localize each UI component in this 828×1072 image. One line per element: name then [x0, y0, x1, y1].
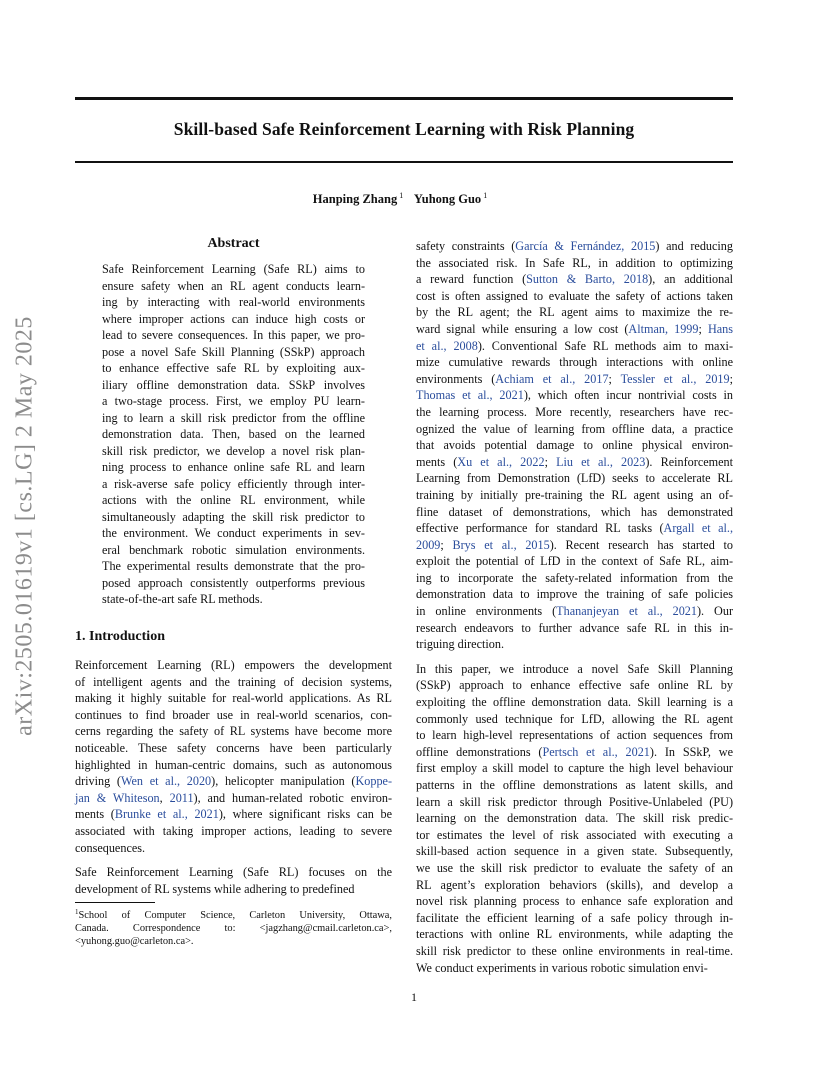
- citation-link[interactable]: Thananjeyan et al., 2021: [556, 604, 697, 619]
- text-line: ments (Xu et al., 2022; Liu et al., 2023). Reinforcement: [416, 454, 734, 469]
- text-line: that avoids potential damage to online physical environ-: [416, 438, 733, 453]
- text-line: exploiting the offline demonstration data. Skill learning is a: [416, 695, 733, 710]
- text-line: Safe Reinforcement Learning (Safe RL) focuses on the: [75, 865, 392, 880]
- text-line: a two-stage process. First, we employ PU learn-: [102, 394, 365, 408]
- text-line: patterns in the offline demonstrations as latent skills, and: [416, 778, 733, 792]
- text-line: posed approach consistently outperforms previous: [102, 575, 365, 590]
- citation-link[interactable]: 2011: [169, 790, 194, 805]
- text-line: facilitate the efficient learning of a safe policy through in-: [416, 910, 733, 925]
- text-line: iliary offline demonstration data. SSkP involves: [102, 377, 365, 392]
- text-line: in online environments (Thananjeyan et al., 2021). Our: [416, 604, 734, 619]
- text-line: by the RL agent; the RL agent aims to maximize the re-: [416, 305, 733, 320]
- text-line: exploit the potential of LfD in the context of Safe RL, aim-: [416, 554, 733, 569]
- text-line: consequences.: [75, 840, 146, 855]
- abstract-body: [102, 261, 365, 608]
- text-line: a reward function (Sutton & Barto, 2018), an additional: [416, 272, 733, 287]
- text-line: to learn high-level representations of action sequences from: [416, 728, 733, 743]
- text-line: ognized the value of learning from offline data, a practice: [416, 421, 733, 436]
- text-line: actions with the online RL environment, while: [102, 493, 365, 507]
- citation-link[interactable]: Liu et al., 2023: [556, 454, 646, 469]
- text-line: where improper actions can induce high costs or: [102, 311, 365, 326]
- text-line: jan & Whiteson, 2011), and human-related robotic environ-: [75, 790, 393, 805]
- text-line: learn a skill risk predictor through Positive-Unlabeled (PU): [416, 794, 733, 809]
- citation-link[interactable]: Brys et al., 2015: [452, 537, 550, 552]
- text-line: fline dataset of demonstrations, which has demonstrated: [416, 504, 733, 519]
- text-line: Reinforcement Learning (RL) empowers the development: [75, 658, 392, 672]
- text-line: environments (Achiam et al., 2017; Tessler et al., 2019;: [416, 371, 734, 386]
- text-line: tor estimates the level of risk associated with executing a: [416, 827, 733, 842]
- right-column: [416, 238, 733, 984]
- citation-link[interactable]: Hans: [707, 321, 734, 336]
- text-line: eral benchmark robotic simulation environments.: [102, 542, 365, 557]
- text-line: $^1$School of Computer Science, Carleton University, Ottawa,: [75, 908, 392, 921]
- text-line: ments (Brunke et al., 2021), where significant risks can be: [75, 807, 393, 822]
- text-line: et al., 2008). Conventional Safe RL methods aim to maxi-: [416, 338, 733, 353]
- text-line: effective performance for standard RL tasks (Argall et al.,: [416, 521, 733, 536]
- text-line: Safe Reinforcement Learning (Safe RL) aims to: [102, 262, 365, 276]
- citation-link[interactable]: Sutton & Barto, 2018: [526, 272, 649, 287]
- text-line: teractions with online RL environments, while adapting the: [416, 927, 733, 942]
- text-line: of intelligent agents and the training of decision systems,: [75, 674, 392, 689]
- text-line: offline demonstrations (Pertsch et al., 2021). In SSkP, we: [416, 744, 733, 759]
- text-line: learning on the demonstration data. The skill risk predic-: [416, 811, 733, 826]
- text-line: We conduct experiments in various robotic simulation envi-: [416, 960, 708, 975]
- text-line: Thomas et al., 2021), which often incur nontrivial costs in: [416, 388, 733, 403]
- text-line: noticeable. These safety concerns have been particularly: [75, 740, 392, 755]
- text-line: cost is often assigned to evaluate the safety of actions taken: [416, 288, 733, 303]
- text-line: ward signal while ensuring a low cost (Altman, 1999; Hans: [416, 321, 734, 336]
- text-line: continues to find broader use in real-world scenarios, con-: [75, 707, 392, 722]
- author-name: Yuhong Guo: [413, 192, 482, 206]
- text-line: <yuhong.guo@carleton.ca>.: [75, 936, 194, 947]
- title-top-rule: [75, 97, 733, 100]
- section-heading-introduction: 1. Introduction: [75, 629, 165, 644]
- abstract-heading: Abstract: [207, 236, 260, 251]
- title-bottom-rule: [75, 161, 733, 163]
- text-line: skill risk predictor to these online environments in real-time.: [416, 943, 733, 958]
- author-affiliation-mark: 1: [399, 191, 404, 200]
- text-line: In this paper, we introduce a novel Safe Skill Planning: [416, 661, 733, 676]
- footnote: [75, 906, 392, 948]
- intro-paragraph: [416, 661, 733, 976]
- text-line: RL agent’s exploration behaviors (skills), and develop a: [416, 877, 733, 892]
- text-line: first employ a skill model to capture the high level behaviour: [416, 761, 733, 776]
- text-line: research endeavors to further advance safe RL in this in-: [416, 620, 733, 635]
- text-line: 2009; Brys et al., 2015). Recent research has started to: [416, 537, 733, 552]
- page-number: 1: [411, 990, 417, 1004]
- paper-title: Skill-based Safe Reinforcement Learning with Risk Planning: [173, 119, 635, 139]
- text-line: development of RL systems while adhering to predefined: [75, 881, 355, 896]
- text-line: to enhance effective safe RL by exploiting aux-: [102, 361, 365, 375]
- text-line: triguing direction.: [416, 637, 505, 652]
- text-line: the associated risk. In Safe RL, in addition to optimizing: [416, 255, 733, 270]
- text-line: ing to incorporate the safety-related information from the: [416, 570, 733, 585]
- text-line: driving (Wen et al., 2020), helicopter manipulation (Koppe-: [75, 774, 393, 789]
- text-line: a risk-averse safe policy efficiently through inter-: [102, 476, 365, 491]
- intro-paragraph: [75, 864, 392, 897]
- citation-link[interactable]: Wen et al., 2020: [120, 774, 212, 789]
- text-line: simultaneously adapting the skill risk predictor to: [102, 509, 365, 524]
- text-line: skill risk predictor, we develop a novel risk plan-: [102, 443, 365, 458]
- text-line: (SSkP) approach to enhance effective safe online RL by: [416, 678, 733, 693]
- intro-paragraph: [75, 657, 392, 856]
- text-line: we use the skill risk predictor to evaluate the safety of an: [416, 860, 733, 875]
- text-line: making it highly suitable for real-world applications. As RL: [75, 691, 392, 706]
- text-line: novel risk planning process to enhance safe exploration and: [416, 894, 733, 909]
- intro-paragraph: [416, 238, 733, 653]
- text-line: the learning process. More recently, researchers have rec-: [416, 404, 733, 419]
- citation-link[interactable]: 2009: [416, 537, 441, 552]
- text-line: demonstration data to improve the training of safe policies: [416, 587, 733, 602]
- text-line: ensure safety when an RL agent conducts learn-: [102, 278, 365, 293]
- text-line: cerns regarding the safety of RL systems have become more: [75, 724, 392, 739]
- text-line: The experimental results demonstrate that the pro-: [102, 559, 365, 573]
- citation-link[interactable]: García & Fernández, 2015: [515, 239, 656, 253]
- text-line: lead to severe consequences. In this paper, we pro-: [102, 328, 365, 342]
- text-line: mize cumulative rewards through interactions with online: [416, 355, 733, 370]
- text-line: demonstration data. Then, based on the learned: [102, 427, 365, 441]
- text-line: skill-based action sequence in a given state. Subsequently,: [416, 844, 733, 859]
- text-line: ning process to enhance online safe RL and learn: [102, 460, 365, 474]
- text-line: Canada. Correspondence to: <jagzhang@cmail.carleton.ca>,: [75, 923, 392, 934]
- text-line: pose a novel Safe Skill Planning (SSkP) approach: [102, 344, 365, 359]
- footnote-mark: 1: [75, 908, 79, 916]
- text-line: the environment. We conduct experiments in sev-: [102, 526, 365, 540]
- citation-link[interactable]: Tessler et al., 2019: [620, 371, 730, 386]
- text-line: ing to learn a skill risk predictor from the offline: [102, 410, 365, 425]
- citation-link[interactable]: Argall et al.,: [663, 521, 733, 536]
- text-line: training by initially pre-training the RL agent using an of-: [416, 487, 733, 502]
- citation-link[interactable]: Xu et al., 2022: [457, 454, 545, 469]
- citation-link[interactable]: Thomas et al., 2021: [416, 388, 524, 403]
- footnote-rule: [75, 902, 155, 903]
- citation-link[interactable]: jan & Whiteson: [75, 790, 160, 805]
- author-list: [75, 191, 733, 207]
- intro-left-column: [75, 657, 392, 905]
- citation-link[interactable]: Pertsch et al., 2021: [542, 744, 650, 759]
- text-line: commonly used technique for LfD, allowing the RL agent: [416, 711, 733, 726]
- citation-link[interactable]: Achiam et al., 2017: [495, 371, 609, 386]
- citation-link[interactable]: Koppe-: [355, 774, 393, 789]
- citation-link[interactable]: Brunke et al., 2021: [114, 807, 219, 822]
- text-line: associated with taking improper actions, leading to severe: [75, 823, 392, 838]
- text-line: state-of-the-art safe RL methods.: [102, 592, 263, 606]
- text-line: ing by interacting with real-world environments: [102, 295, 365, 309]
- citation-link[interactable]: et al., 2008: [416, 338, 478, 353]
- arxiv-stamp-text: arXiv:2505.01619v1 [cs.LG] 2 May 2025: [11, 316, 38, 736]
- author-name: Hanping Zhang: [312, 192, 398, 206]
- text-line: safety constraints (García & Fernández, 2015) and reducing: [416, 239, 733, 253]
- text-line: highlighted in human-centric domains, such as autonomous: [75, 757, 392, 772]
- arxiv-stamp: [10, 286, 40, 766]
- text-line: Learning from Demonstration (LfD) seeks to accelerate RL: [416, 471, 733, 486]
- citation-link[interactable]: Altman, 1999: [628, 321, 699, 336]
- author-affiliation-mark: 1: [483, 191, 488, 200]
